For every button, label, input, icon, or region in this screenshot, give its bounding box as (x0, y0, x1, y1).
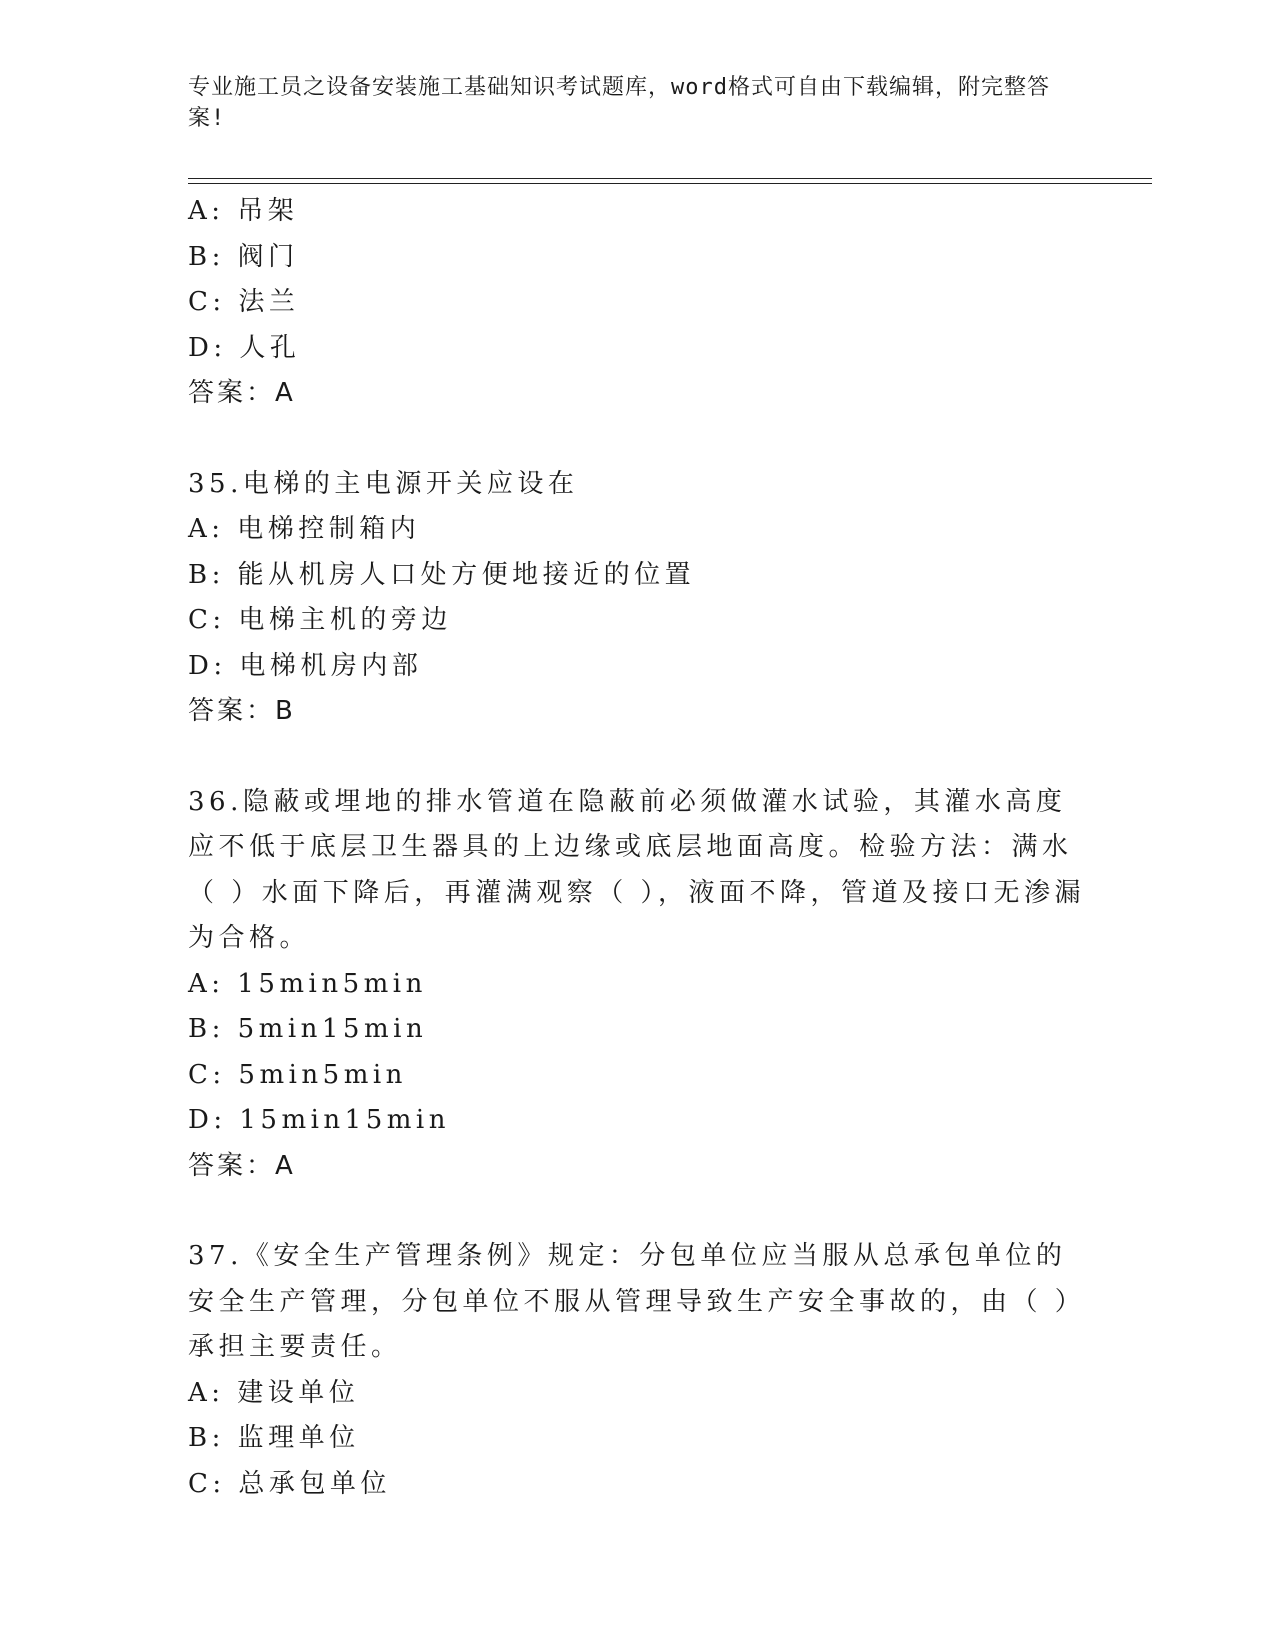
answer-label: 答案：A (188, 378, 296, 408)
option-d: D: 15min15min (188, 1105, 450, 1135)
question-block-34 (188, 189, 1088, 417)
option-c: C: 总承包单位 (188, 1468, 391, 1499)
header-divider-bottom (188, 183, 1152, 184)
header-divider-top (188, 178, 1152, 179)
option-a: A: 建设单位 (188, 1377, 360, 1408)
answer-label: 答案：B (188, 696, 296, 726)
question-text: 37.《安全生产管理条例》规定：分包单位应当服从总承包单位的安全生产管理，分包单位不服从管理导致生产安全事故的，由（ ）承担主要责任。 (188, 1241, 1086, 1362)
document-header: 专业施工员之设备安装施工基础知识考试题库，word格式可自由下载编辑，附完整答案! (188, 75, 1050, 131)
option-b: B: 能从机房人口处方便地接近的位置 (188, 559, 696, 590)
spacer (188, 417, 1088, 462)
question-text: 36.隐蔽或埋地的排水管道在隐蔽前必须做灌水试验，其灌水高度应不低于底层卫生器具的上边缘或底层地面高度。检验方法：满水（ ）水面下降后，再灌满观察（ ），液面不降，管道及接口无渗漏为合格。 (188, 786, 1086, 953)
option-b: B: 阀门 (188, 241, 299, 272)
question-text: 35.电梯的主电源开关应设在 (188, 468, 579, 499)
option-d: D: 电梯机房内部 (188, 650, 423, 681)
question-block-36 (188, 780, 1088, 1190)
question-list (188, 189, 1088, 1507)
option-c: C: 电梯主机的旁边 (188, 605, 452, 635)
question-block-35 (188, 462, 1088, 735)
option-b: B: 5min15min (188, 1014, 428, 1044)
spacer (188, 735, 1088, 780)
option-a: A: 15min5min (188, 968, 427, 999)
spacer (188, 1189, 1088, 1234)
option-c: C: 法兰 (188, 287, 300, 317)
answer-label: 答案：A (188, 1150, 296, 1181)
option-d: D: 人孔 (188, 332, 301, 363)
option-b: B: 监理单位 (188, 1423, 360, 1453)
option-a: A: 吊架 (188, 196, 299, 226)
question-block-37 (188, 1234, 1088, 1507)
option-a: A: 电梯控制箱内 (188, 514, 421, 544)
option-c: C: 5min5min (188, 1059, 407, 1090)
